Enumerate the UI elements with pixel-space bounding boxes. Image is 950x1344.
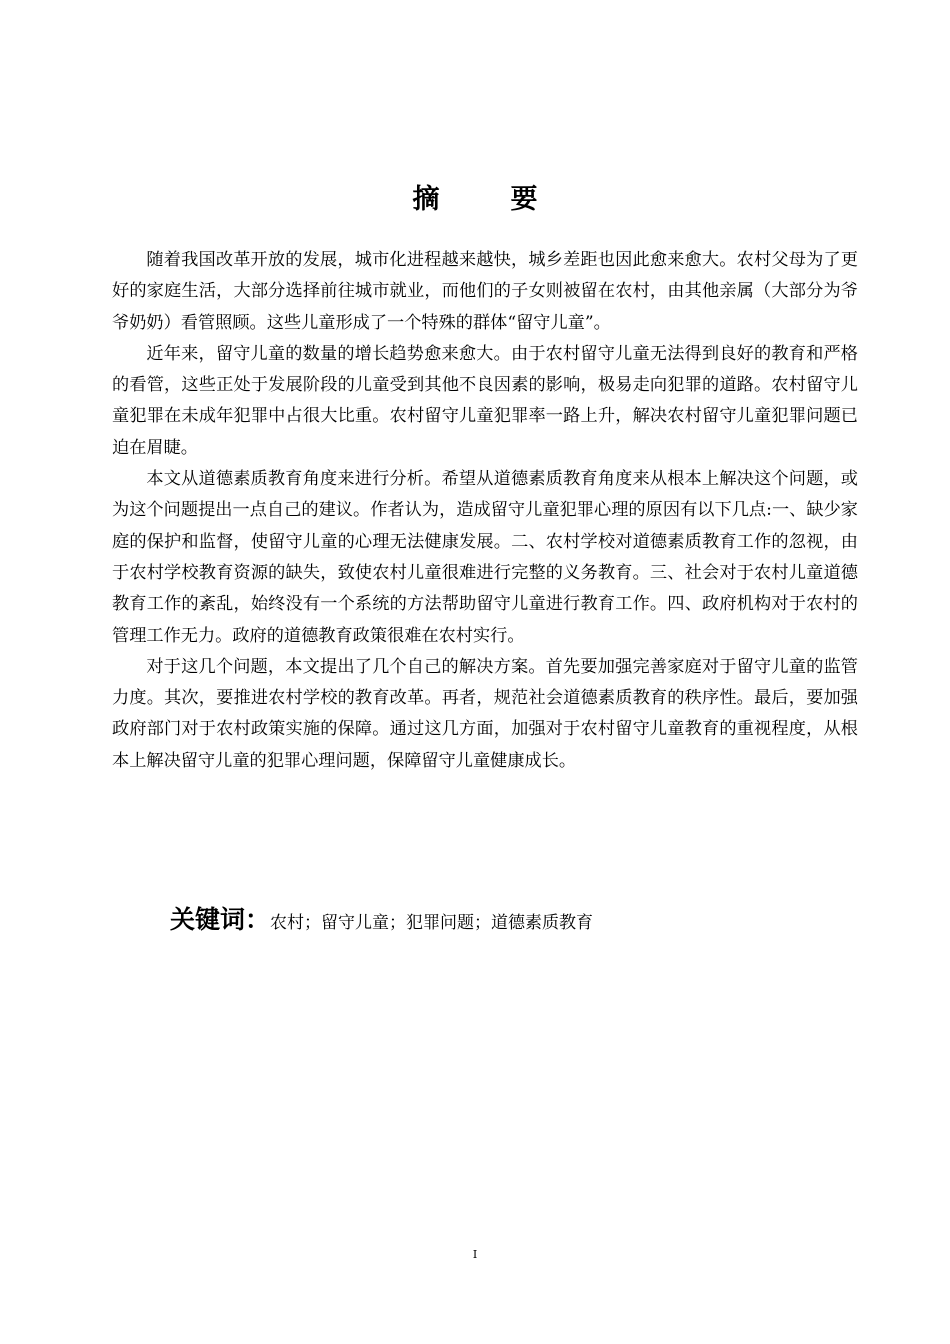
abstract-paragraph-2: 近年来，留守儿童的数量的增长趋势愈来愈大。由于农村留守儿童无法得到良好的教育和严格的看管，这些正处于发展阶段的儿童受到其他不良因素的影响，极易走向犯罪的道路。农村留守儿童犯罪在未成年犯罪中占很大比重。农村留守儿童犯罪率一路上升，解决农村留守儿童犯罪问题已迫在眉睫。: [112, 343, 858, 458]
abstract-paragraph-4: 对于这几个问题，本文提出了几个自己的解决方案。首先要加强完善家庭对于留守儿童的监管力度。其次，要推进农村学校的教育改革。再者，规范社会道德素质教育的秩序性。最后，要加强政府部门对于农村政策实施的保障。通过这几方面，加强对于农村留守儿童教育的重视程度，从根本上解决留守儿童的犯罪心理问题，保障留守儿童健康成长。: [112, 656, 858, 771]
abstract-body: [112, 245, 858, 777]
abstract-paragraph-3: 本文从道德素质教育角度来进行分析。希望从道德素质教育角度来从根本上解决这个问题，或为这个问题提出一点自己的建议。作者认为，造成留守儿童犯罪心理的原因有以下几点:一、缺少家庭的保护和监督，使留守儿童的心理无法健康发展。二、农村学校对道德素质教育工作的忽视，由于农村学校教育资源的缺失，致使农村儿童很难进行完整的义务教育。三、社会对于农村儿童道德教育工作的紊乱，始终没有一个系统的方法帮助留守儿童进行教育工作。四、政府机构对于农村的管理工作无力。政府的道德教育政策很难在农村实行。: [112, 469, 858, 646]
keywords-value: 农村；留守儿童；犯罪问题；道德素质教育: [270, 913, 594, 933]
abstract-paragraph-1: 随着我国改革开放的发展，城市化进程越来越快，城乡差距也因此愈来愈大。农村父母为了更好的家庭生活，大部分选择前往城市就业，而他们的子女则被留在农村，由其他亲属（大部分为爷爷奶奶）看管照顾。这些儿童形成了一个特殊的群体“留守儿童”。: [112, 250, 858, 333]
keywords-label: 关键词：: [170, 905, 271, 934]
keywords-line: [170, 898, 593, 945]
page-title: 摘 要: [412, 184, 560, 215]
page-number: I: [472, 1248, 478, 1261]
